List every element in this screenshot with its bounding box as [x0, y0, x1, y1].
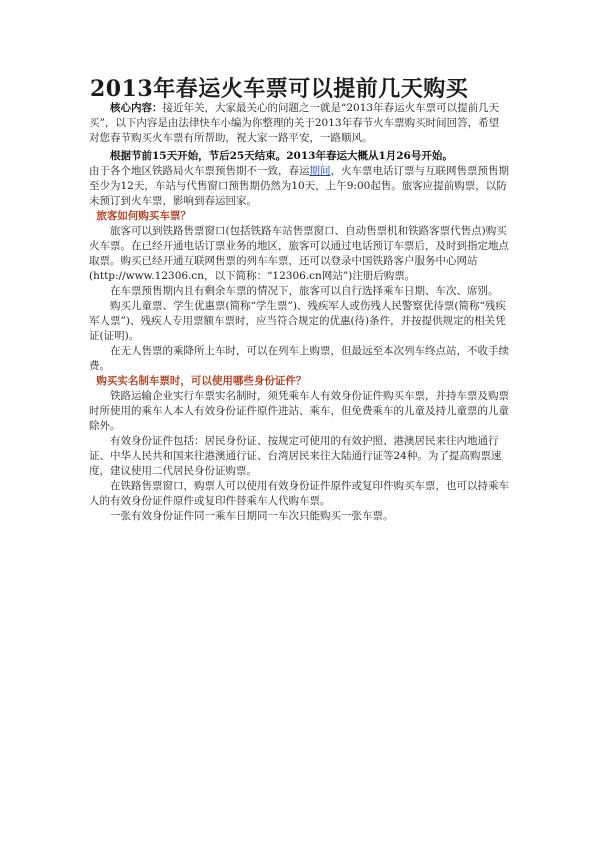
para-where-to-buy: 旅客可以到铁路售票窗口(包括铁路车站售票窗口、自动售票机和铁路客票代售点)购买火车票。在已经开通电话订票业务的地区，旅客可以通过电话预订车票后，及时到指定地点取票。购买已经开通互联网售票的列车车票，还可以登录中国铁路客户服务中心网站(http://www.12306.cn，以下简称：“12306.cn网站”)注册后购票。 [89, 225, 509, 282]
para-presale [89, 164, 509, 209]
para-discount: 购买儿童票、学生优惠票(简称“学生票”)、残疾军人或伤残人民警察优待票(简称“残疾军人票”)、残疾人专用票额车票时，应当符合规定的优惠(待)条件，并按提供规定的相关凭证(证明)。 [89, 300, 506, 342]
para-presale-after: ，火车票电话订票与互联网售票预售期至少为12天，车站与代售窗口预售期仍然为10天，上午9:00起售。旅客应提前购票，以防未预订到火车票，影响到春运回家。 [89, 165, 509, 207]
page-title: 2013年春运火车票可以提前几天购买 [90, 76, 469, 102]
section-heading-how-to-buy: 旅客如何购买车票？ [96, 210, 191, 222]
highlight-paragraph: 根据节前15天开始，节后25天结束。2013年春运大概从1月26号开始。 [110, 150, 453, 162]
intro-text: 接近年关，大家最关心的问题之一就是“2013年春运火车票可以提前几天买”，以下内容是由法律快车小编为你整理的关于2013年春节火车票购买时间回答，希望对您春节购买火车票有所帮助，祝大家一路平安，一路顺风。 [89, 102, 500, 144]
period-link[interactable]: 期间 [309, 165, 331, 177]
section-heading-id: 购买实名制车票时，可以使用哪些身份证件？ [96, 375, 307, 387]
para-copy: 在铁路售票窗口，购票人可以使用有效身份证件原件或复印件购买车票，也可以持乘车人的有效身份证件原件或复印件替乘车人代购车票。 [89, 480, 509, 507]
para-choose: 在车票预售期内且有剩余车票的情况下，旅客可以自行选择乘车日期、车次、席别。 [110, 285, 499, 297]
para-limit: 一张有效身份证件同一乘车日期同一车次只能购买一张车票。 [110, 510, 394, 522]
intro-paragraph [89, 101, 509, 146]
para-valid-ids: 有效身份证件包括：居民身份证、按规定可使用的有效护照、港澳居民来往内地通行证、中华人民共和国来往港澳通行证、台湾居民来往大陆通行证等24种。为了提高购票速度，建议使用二代居民身份证购票。 [89, 435, 502, 477]
para-onboard: 在无人售票的乘降所上车时，可以在列车上购票，但最远至本次列车终点站，不收手续费。 [89, 345, 509, 372]
para-realname: 铁路运输企业实行车票实名制时，须凭乘车人有效身份证件购买车票，并持车票及购票时所使用的乘车人本人有效身份证件原件进站、乘车，但免费乘车的儿童及持儿童票的儿童除外。 [89, 390, 509, 432]
para-presale-before: 由于各个地区铁路局火车票预售期不一致，春运 [89, 165, 310, 177]
article-body [89, 101, 509, 524]
intro-label: 核心内容： [110, 102, 163, 114]
